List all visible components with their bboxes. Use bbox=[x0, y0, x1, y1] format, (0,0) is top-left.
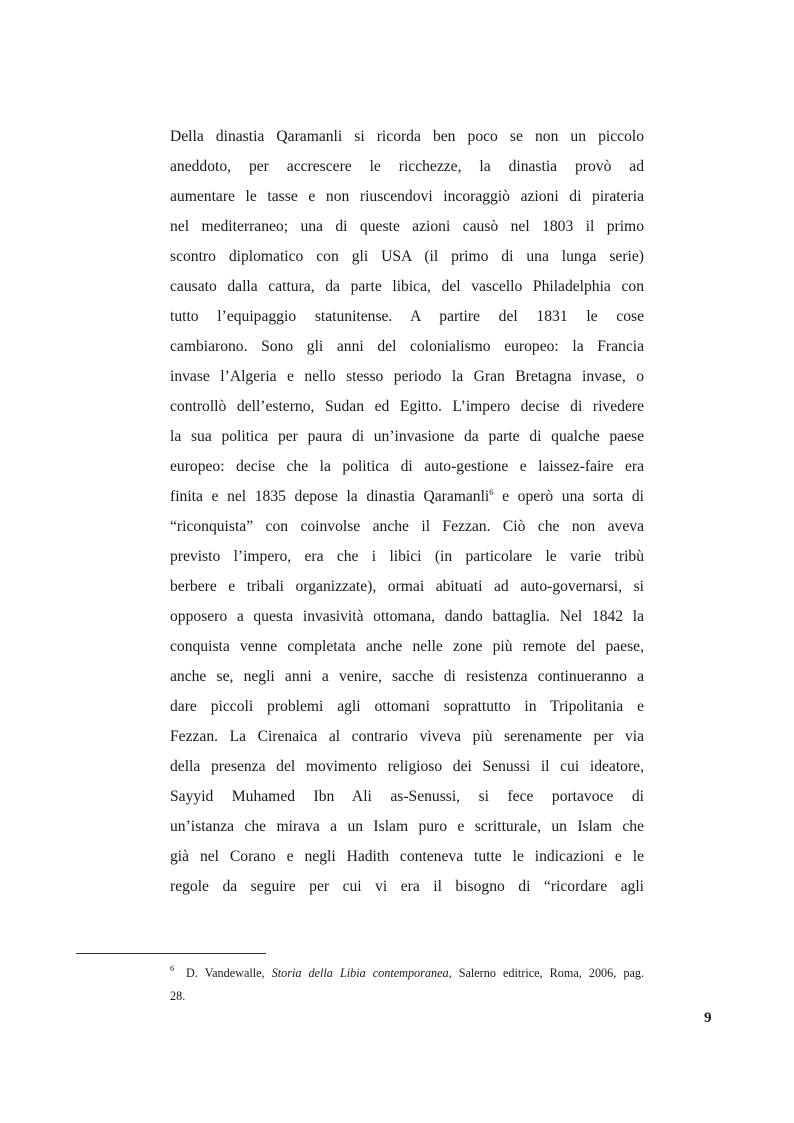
footnote-separator bbox=[76, 953, 266, 954]
body-line: anche se, negli anni a venire, sacche di resistenza continueranno a bbox=[170, 668, 644, 686]
body-line-with-footnote bbox=[170, 482, 644, 512]
body-line: Fezzan. La Cirenaica al contrario viveva più serenamente per via bbox=[170, 728, 644, 746]
body-line: aumentare le tasse e non riuscendovi incoraggiò azioni di pirateria bbox=[170, 188, 644, 206]
body-line-text: finita e nel 1835 depose la dinastia Qaramanli bbox=[170, 488, 490, 506]
body-line: cambiarono. Sono gli anni del colonialismo europeo: la Francia bbox=[170, 338, 644, 356]
footnote-details: , Salerno editrice, Roma, 2006, pag. bbox=[448, 966, 644, 980]
footnote-reference[interactable]: 6 bbox=[489, 487, 494, 498]
body-line: un’istanza che mirava a un Islam puro e scritturale, un Islam che bbox=[170, 818, 644, 836]
body-line: dare piccoli problemi agli ottomani soprattutto in Tripolitania e bbox=[170, 698, 644, 716]
footnote-author: D. Vandewalle, bbox=[186, 966, 272, 980]
body-text bbox=[170, 122, 644, 902]
body-line: regole da seguire per cui vi era il bisogno di “ricordare agli bbox=[170, 878, 644, 896]
body-line: scontro diplomatico con gli USA (il primo di una lunga serie) bbox=[170, 248, 644, 266]
body-line: opposero a questa invasività ottomana, dando battaglia. Nel 1842 la bbox=[170, 608, 644, 626]
body-line: già nel Corano e negli Hadith conteneva tutte le indicazioni e le bbox=[170, 848, 644, 866]
body-line: la sua politica per paura di un’invasione da parte di qualche paese bbox=[170, 428, 644, 446]
body-line: della presenza del movimento religioso dei Senussi il cui ideatore, bbox=[170, 758, 644, 776]
body-line: invase l’Algeria e nello stesso periodo la Gran Bretagna invase, o bbox=[170, 368, 644, 386]
body-line: Della dinastia Qaramanli si ricorda ben poco se non un piccolo bbox=[170, 128, 644, 145]
body-line: causato dalla cattura, da parte libica, del vascello Philadelphia con bbox=[170, 278, 644, 296]
footnote-number: 6 bbox=[170, 963, 175, 973]
body-line-text: e operò una sorta di bbox=[493, 488, 644, 506]
body-line: previsto l’impero, era che i libici (in particolare le varie tribù bbox=[170, 548, 644, 566]
footnote-line: 28. bbox=[170, 989, 186, 1003]
body-line: tutto l’equipaggio statunitense. A partire del 1831 le cose bbox=[170, 308, 644, 326]
body-line: Sayyid Muhamed Ibn Ali as-Senussi, si fece portavoce di bbox=[170, 788, 644, 806]
body-line: aneddoto, per accrescere le ricchezze, la dinastia provò ad bbox=[170, 158, 644, 176]
footnote-line bbox=[170, 962, 644, 985]
body-line: conquista venne completata anche nelle zone più remote del paese, bbox=[170, 638, 644, 656]
page-number: 9 bbox=[704, 1010, 712, 1026]
body-line: europeo: decise che la politica di auto-gestione e laissez-faire era bbox=[170, 458, 644, 476]
footnote-title: Storia della Libia contemporanea bbox=[271, 966, 449, 980]
footnote bbox=[170, 962, 644, 1008]
body-line: “riconquista” con coinvolse anche il Fezzan. Ciò che non aveva bbox=[170, 518, 644, 536]
body-line: nel mediterraneo; una di queste azioni causò nel 1803 il primo bbox=[170, 218, 644, 236]
body-line: berbere e tribali organizzate), ormai abituati ad auto-governarsi, si bbox=[170, 578, 644, 596]
body-line: controllò dell’esterno, Sudan ed Egitto. L’impero decise di rivedere bbox=[170, 398, 644, 416]
